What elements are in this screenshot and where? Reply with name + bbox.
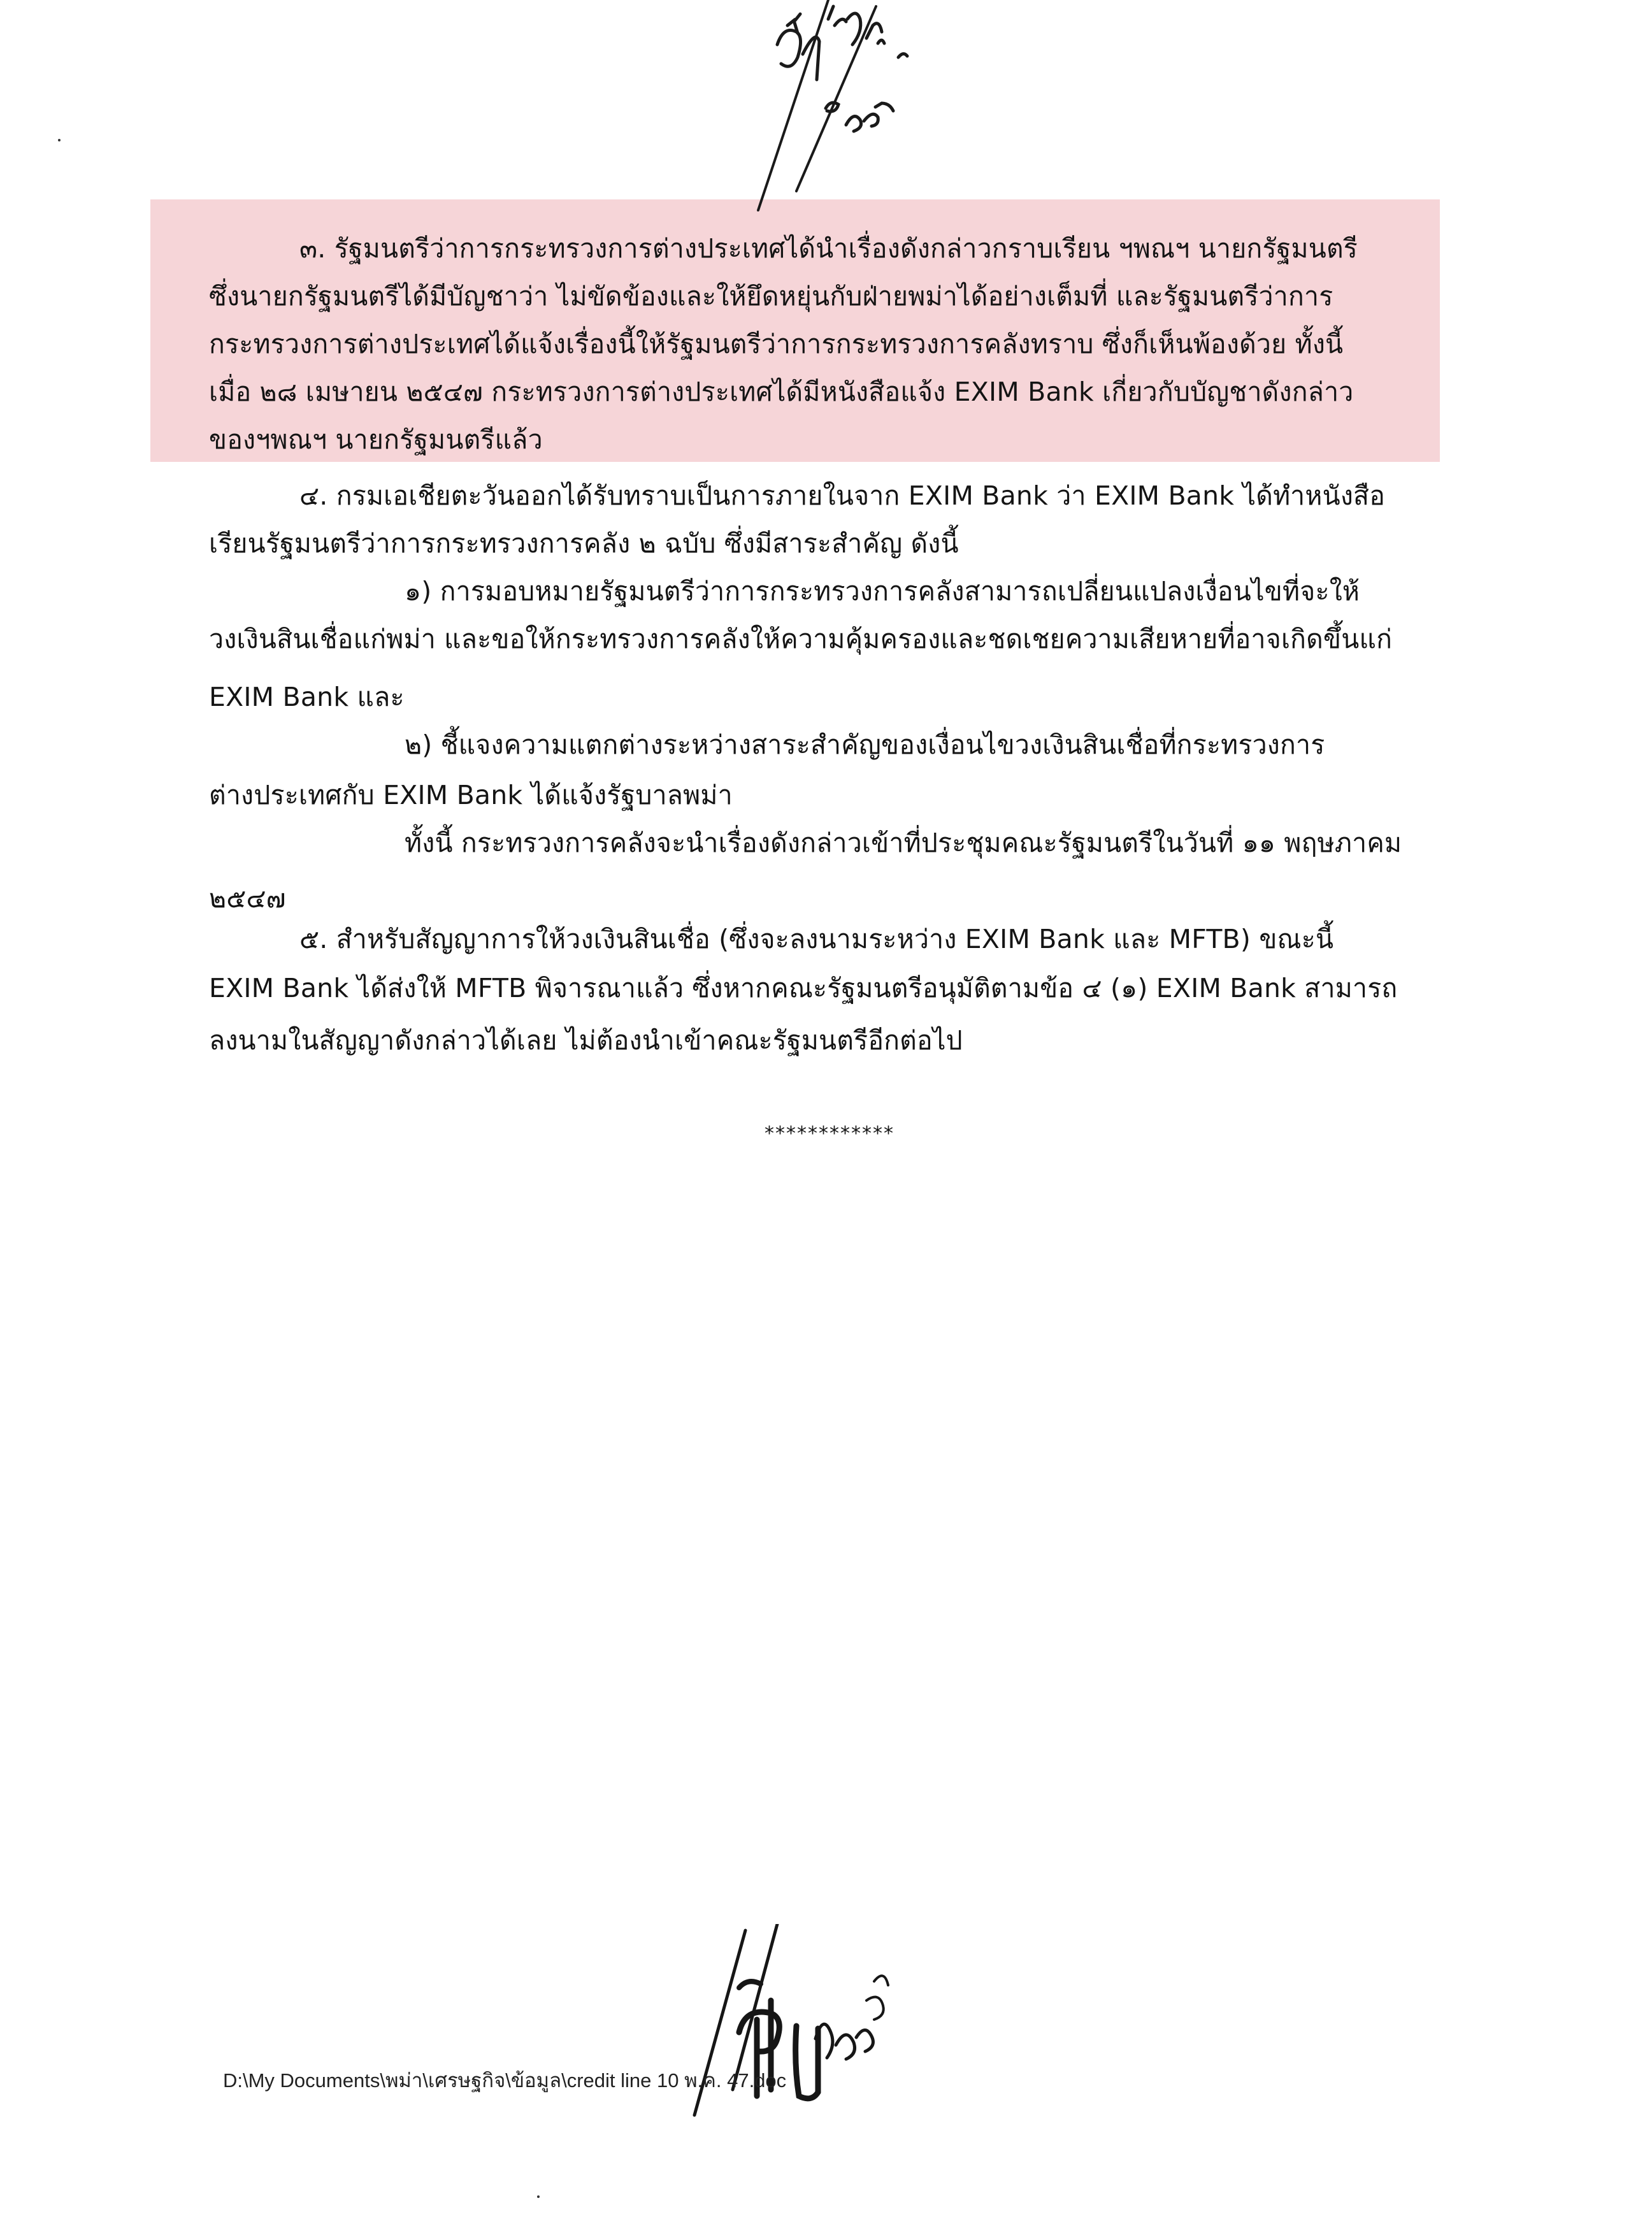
section-separator: ************	[765, 1123, 894, 1145]
text-line: เมื่อ ๒๘ เมษายน ๒๕๔๗ กระทรวงการต่างประเทศได้มีหนังสือแจ้ง EXIM Bank เกี่ยวกับบัญชาดังกล่าว	[209, 377, 1354, 407]
text-line: วงเงินสินเชื่อแก่พม่า และขอให้กระทรวงการคลังให้ความคุ้มครองและชดเชยความเสียหายที่อาจเกิดขึ้นแก่	[209, 624, 1393, 654]
handwritten-initials-top	[675, 0, 943, 268]
footer-file-path: D:\My Documents\พม่า\เศรษฐกิจ\ข้อมูล\credit line 10 พ.ค. 47.doc	[223, 2069, 787, 2092]
text-line: กระทรวงการต่างประเทศได้แจ้งเรื่องนี้ให้รัฐมนตรีว่าการกระทรวงการคลังทราบ ซึ่งก็เห็นพ้องด้วย ทั้งนี้	[209, 329, 1344, 359]
text-line: ๒) ชี้แจงความแตกต่างระหว่างสาระสำคัญของเงื่อนไขวงเงินสินเชื่อที่กระทรวงการ	[405, 729, 1325, 760]
text-line: ๓. รัฐมนตรีว่าการกระทรวงการต่างประเทศได้นำเรื่องดังกล่าวกราบเรียน ฯพณฯ นายกรัฐมนตรี	[299, 233, 1358, 264]
text-line: ๒๕๔๗	[209, 883, 286, 914]
text-line: EXIM Bank ได้ส่งให้ MFTB พิจารณาแล้ว ซึ่งหากคณะรัฐมนตรีอนุมัติตามข้อ ๔ (๑) EXIM Bank สามารถ	[209, 973, 1398, 1003]
scan-speck	[58, 139, 61, 141]
text-line: ต่างประเทศกับ EXIM Bank ได้แจ้งรัฐบาลพม่า	[209, 780, 733, 810]
text-line: เรียนรัฐมนตรีว่าการกระทรวงการคลัง ๒ ฉบับ ซึ่งมีสาระสำคัญ ดังนี้	[209, 528, 959, 559]
text-line: ๔. กรมเอเชียตะวันออกได้รับทราบเป็นการภายในจาก EXIM Bank ว่า EXIM Bank ได้ทำหนังสือ	[299, 480, 1386, 511]
scan-speck	[537, 2195, 540, 2198]
handwritten-signature-bottom	[675, 1924, 930, 2128]
text-line: ทั้งนี้ กระทรวงการคลังจะนำเรื่องดังกล่าวเข้าที่ประชุมคณะรัฐมนตรีในวันที่ ๑๑ พฤษภาคม	[405, 828, 1402, 858]
text-line: ซึ่งนายกรัฐมนตรีได้มีบัญชาว่า ไม่ขัดข้องและให้ยึดหยุ่นกับฝ่ายพม่าได้อย่างเต็มที่ และรัฐมนตรีว่าการ	[209, 281, 1333, 312]
text-line: ๑) การมอบหมายรัฐมนตรีว่าการกระทรวงการคลังสามารถเปลี่ยนแปลงเงื่อนไขที่จะให้	[405, 576, 1360, 607]
text-line: ๕. สำหรับสัญญาการให้วงเงินสินเชื่อ (ซึ่งจะลงนามระหว่าง EXIM Bank และ MFTB) ขณะนี้	[299, 924, 1334, 954]
text-line: ของฯพณฯ นายกรัฐมนตรีแล้ว	[209, 424, 543, 455]
text-line: EXIM Bank และ	[209, 682, 405, 712]
text-line: ลงนามในสัญญาดังกล่าวได้เลย ไม่ต้องนำเข้าคณะรัฐมนตรีอีกต่อไป	[209, 1025, 963, 1056]
